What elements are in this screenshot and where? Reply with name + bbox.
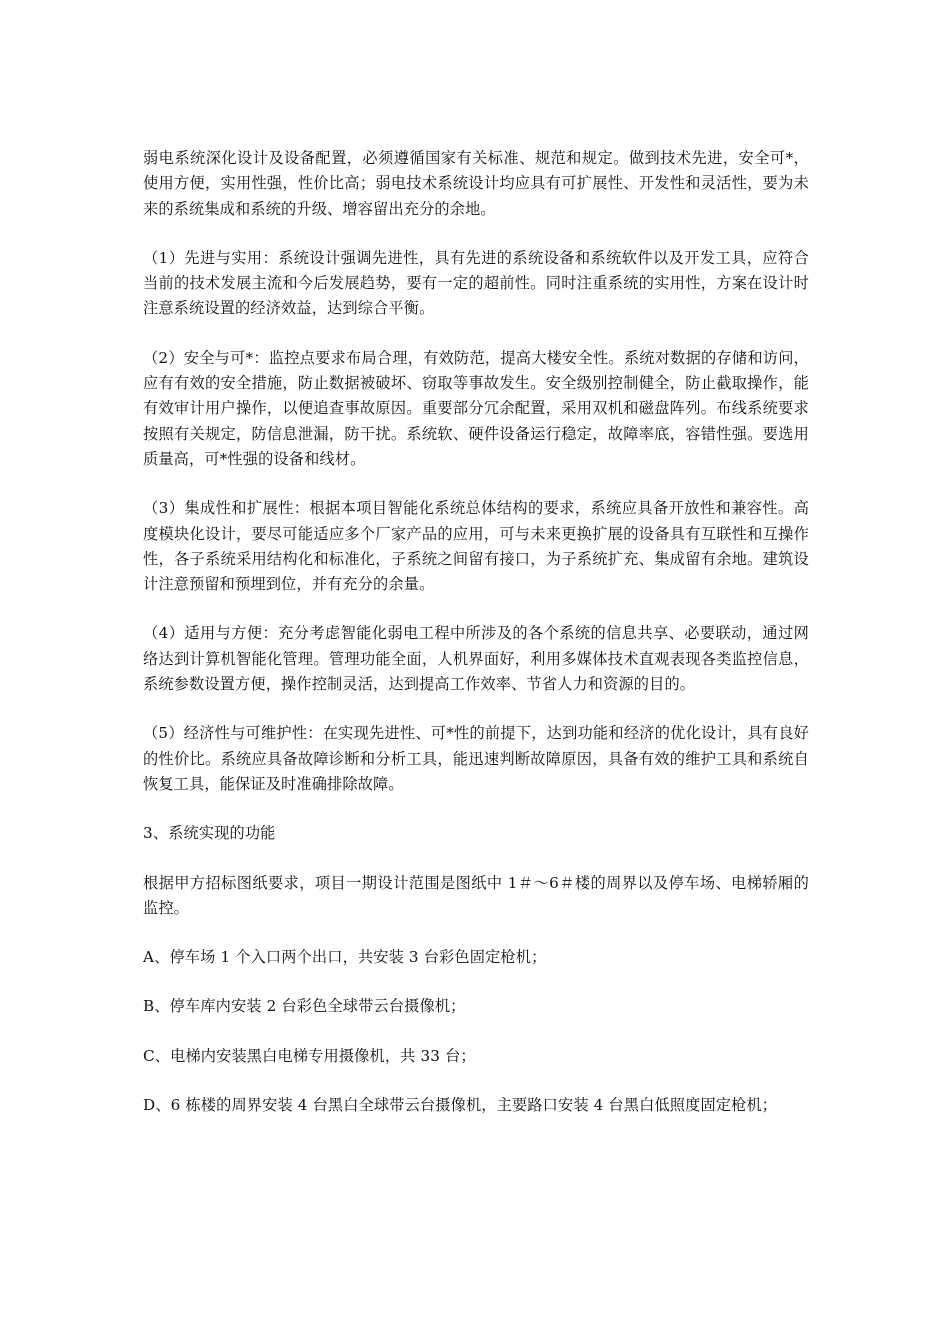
principle-applicability-convenience: （4）适用与方便：充分考虑智能化弱电工程中所涉及的各个系统的信息共享、必要联动，通过网络达到计算机智能化管理。管理功能全面，人机界面好，利用多媒体技术直观表现各类监控信息，系统参数设置方便，操作控制灵活，达到提高工作效率、节省人力和资源的目的。 <box>143 624 809 694</box>
principle-economy-maintainability: （5）经济性与可维护性：在实现先进性、可*性的前提下，达到功能和经济的优化设计，具有良好的性价比。系统应具备故障诊断和分析工具，能迅速判断故障原因，具备有效的维护工具和系统自恢复工具，能保证及时准确排除故障。 <box>143 724 809 793</box>
principle-advanced-practical: （1）先进与实用：系统设计强调先进性，具有先进的系统设备和系统软件以及开发工具，应符合当前的技术发展主流和今后发展趋势，要有一定的超前性。同时注重系统的实用性，方案在设计时注意系统设置的经济效益，达到综合平衡。 <box>143 248 809 318</box>
document-body <box>143 146 809 1142</box>
list-item-a: A、停车场 1 个入口两个出口，共安装 3 台彩色固定枪机； <box>143 948 547 967</box>
intro-paragraph: 弱电系统深化设计及设备配置，必须遵循国家有关标准、规范和规定。做到技术先进，安全可*，使用方便，实用性强，性价比高；弱电技术系统设计均应具有可扩展性、开发性和灵活性，要为未来的系统集成和系统的升级、增容留出充分的余地。 <box>143 149 809 218</box>
list-item-d: D、6 栋楼的周界安装 4 台黑白全球带云台摄像机，主要路口安装 4 台黑白低照度固定枪机； <box>143 1096 778 1115</box>
scope-paragraph: 根据甲方招标图纸要求，项目一期设计范围是图纸中 1＃～6＃楼的周界以及停车场、电梯轿厢的监控。 <box>143 873 809 917</box>
principle-integration-extensibility: （3）集成性和扩展性：根据本项目智能化系统总体结构的要求，系统应具备开放性和兼容性。高度模块化设计，要尽可能适应多个厂家产品的应用，可与未来更换扩展的设备具有互联性和互操作性，各子系统采用结构化和标准化，子系统之间留有接口，为子系统扩充、集成留有余地。建筑设计注意预留和预埋到位，并有充分的余量。 <box>143 499 809 594</box>
list-item-b: B、停车库内安装 2 台彩色全球带云台摄像机； <box>143 997 466 1016</box>
list-item-c: C、电梯内安装黑白电梯专用摄像机，共 33 台； <box>143 1046 476 1065</box>
section-heading: 3、系统实现的功能 <box>143 824 276 843</box>
principle-safety-reliability: （2）安全与可*：监控点要求布局合理，有效防范，提高大楼安全性。系统对数据的存储和访问，应有有效的安全措施，防止数据被破坏、窃取等事故发生。安全级别控制健全，防止截取操作，能有效审计用户操作，以便追查事故原因。重要部分冗余配置，采用双机和磁盘阵列。布线系统要求按照有关规定，防信息泄漏，防干扰。系统软、硬件设备运行稳定，故障率底，容错性强。要选用质量高，可*性强的设备和线材。 <box>143 348 809 468</box>
